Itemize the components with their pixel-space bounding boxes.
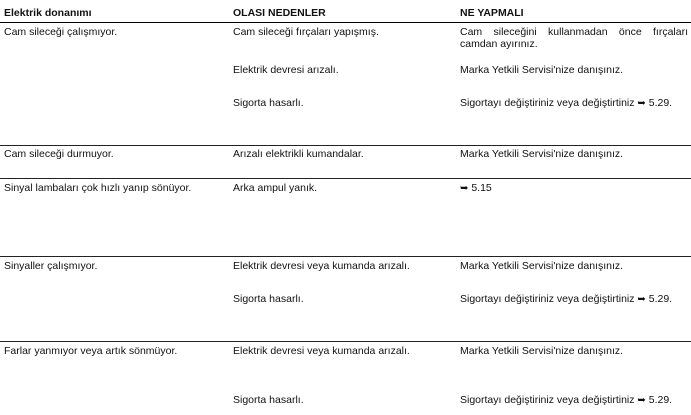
cause-text: Sigorta hasarlı. xyxy=(233,97,304,109)
page-reference: 5.29. xyxy=(648,293,673,305)
column-header-causes: OLASI NEDENLER xyxy=(233,7,326,19)
cause-text: Elektrik devresi arızalı. xyxy=(233,64,339,76)
cause-text: Arka ampul yanık. xyxy=(233,182,318,194)
action-reference xyxy=(460,97,672,110)
action-text: Marka Yetkili Servisi'nize danışınız. xyxy=(460,148,624,160)
row-divider xyxy=(0,178,691,179)
header-divider xyxy=(0,22,691,23)
cause-text: Elektrik devresi veya kumanda arızalı. xyxy=(233,345,410,357)
problem-text: Cam sileceği durmuyor. xyxy=(4,148,114,160)
action-text: Marka Yetkili Servisi'nize danışınız. xyxy=(460,64,624,76)
arrow-right-icon: ➥ xyxy=(637,98,646,109)
action-text: Sigortayı değiştiriniz veya değiştirtiniz xyxy=(460,97,635,109)
action-text: Sigortayı değiştiriniz veya değiştirtiniz xyxy=(460,394,635,406)
cause-text: Sigorta hasarlı. xyxy=(233,293,304,305)
problem-text: Farlar yanmıyor veya artık sönmüyor. xyxy=(4,345,178,357)
cause-text: Elektrik devresi veya kumanda arızalı. xyxy=(233,260,410,272)
cause-text: Sigorta hasarlı. xyxy=(233,394,304,406)
row-divider xyxy=(0,341,691,342)
action-text: Marka Yetkili Servisi'nize danışınız. xyxy=(460,345,624,357)
page-reference: 5.15 xyxy=(471,182,492,194)
row-divider xyxy=(0,145,691,146)
cause-text: Cam sileceği fırçaları yapışmış. xyxy=(233,26,379,38)
cause-text: Arızalı elektrikli kumandalar. xyxy=(233,148,364,160)
action-reference xyxy=(460,293,672,306)
action-text: Marka Yetkili Servisi'nize danışınız. xyxy=(460,260,624,272)
column-header-actions: NE YAPMALI xyxy=(460,7,524,19)
arrow-right-icon: ➥ xyxy=(637,395,646,406)
row-divider xyxy=(0,256,691,257)
action-text: Cam sileceğini kullanmadan önce fırçaları camdan ayırınız. xyxy=(460,26,688,50)
page-reference: 5.29. xyxy=(648,394,673,406)
problem-text: Sinyal lambaları çok hızlı yanıp sönüyor. xyxy=(4,182,192,194)
page-reference: 5.29. xyxy=(648,97,673,109)
arrow-right-icon: ➥ xyxy=(637,294,646,305)
problem-text: Cam sileceği çalışmıyor. xyxy=(4,26,118,38)
problem-text: Sinyaller çalışmıyor. xyxy=(4,260,98,272)
column-header-equipment: Elektrik donanımı xyxy=(4,7,92,19)
arrow-right-icon: ➥ xyxy=(460,183,469,194)
action-reference xyxy=(460,182,492,195)
action-text: Sigortayı değiştiriniz veya değiştirtiniz xyxy=(460,293,635,305)
action-reference xyxy=(460,394,672,407)
